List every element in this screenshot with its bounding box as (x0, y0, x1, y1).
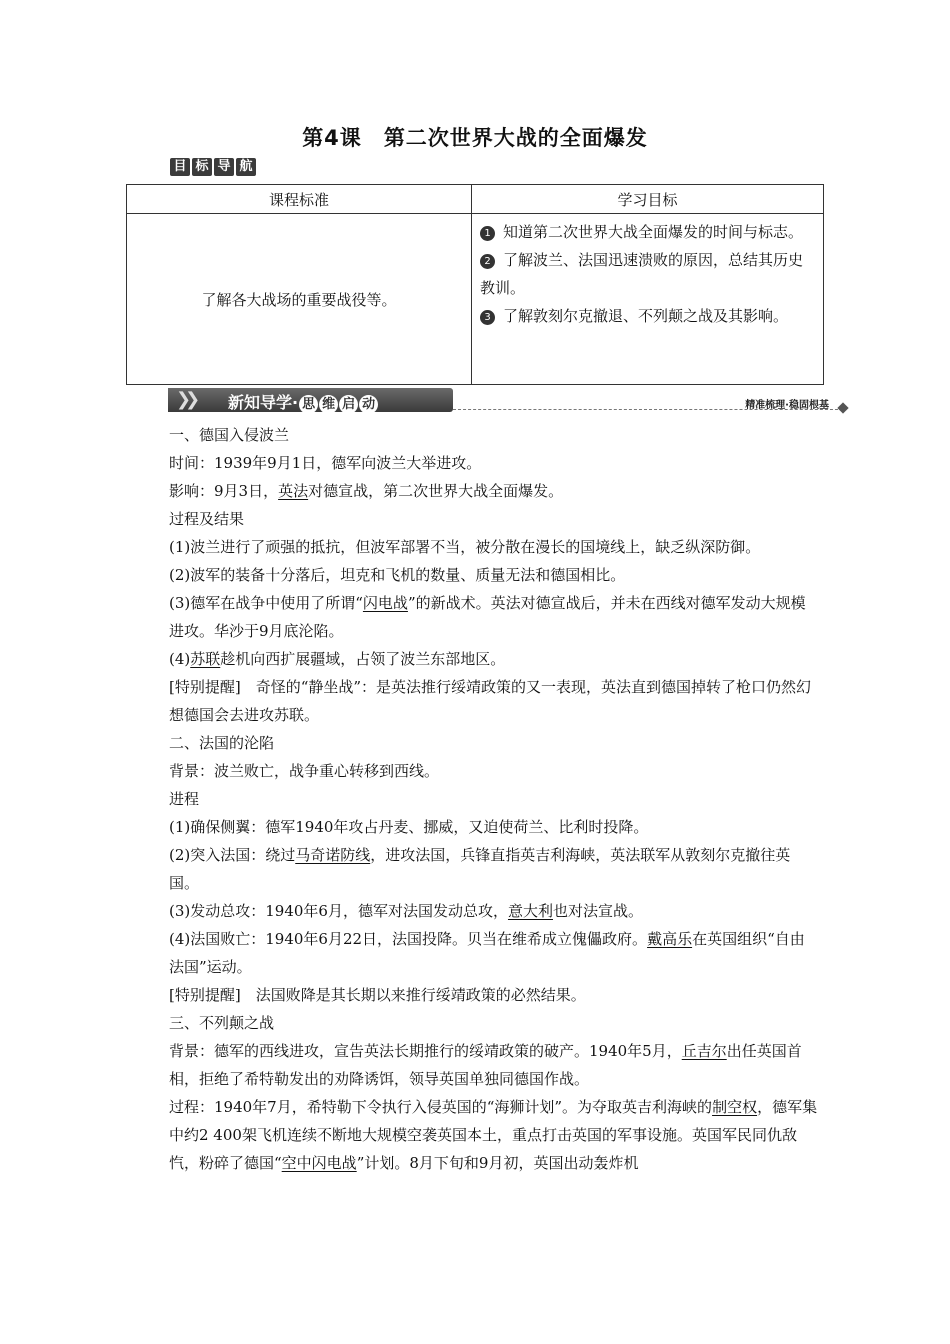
double-chevron-icon: ❯❯ (176, 389, 195, 410)
goal-number-icon: 3 (480, 310, 495, 325)
header-learning-goals: 学习目标 (472, 185, 824, 214)
banner-subtitle: 精准梳理·稳固根基 (745, 400, 829, 411)
learning-goals-cell (472, 214, 824, 385)
page-title (0, 122, 950, 152)
section-heading: 一、德国入侵波兰 (169, 426, 290, 444)
paragraph: (1)波兰进行了顽强的抵抗，但波军部署不当，被分散在漫长的国境线上，缺乏纵深防御。 (169, 538, 761, 556)
paragraph: (3)德军在战争中使用了所谓“闪电战”的新战术。英法对德宣战后，并未在西线对德军发动大规模进攻。华沙于9月底沦陷。 (169, 594, 806, 640)
goal-item: 1 知道第二次世界大战全面爆发的时间与标志。 (480, 218, 815, 246)
header-curriculum-standard: 课程标准 (127, 185, 472, 214)
banner-title: 新知导学· 思 维 启 动 (228, 390, 378, 414)
key-term: 丘吉尔 (681, 1042, 727, 1060)
tag-char: 航 (236, 158, 256, 176)
paragraph: 影响：9月3日，英法对德宣战，第二次世界大战全面爆发。 (169, 482, 564, 500)
section-heading: 三、不列颠之战 (169, 1014, 275, 1032)
goal-item: 3 了解敦刻尔克撤退、不列颠之战及其影响。 (480, 302, 815, 330)
paragraph: (2)波军的装备十分落后，坦克和飞机的数量、质量无法和德国相比。 (169, 566, 626, 584)
paragraph: (1)确保侧翼：德军1940年攻占丹麦、挪威，又迫使荷兰、比利时投降。 (169, 818, 649, 836)
sub-heading: 过程及结果 (169, 510, 245, 528)
section-banner (168, 388, 843, 414)
goal-number-icon: 1 (480, 226, 495, 241)
paragraph: 背景：波兰败亡，战争重心转移到西线。 (169, 762, 440, 780)
lesson-name: 第二次世界大战的全面爆发 (383, 126, 648, 150)
paragraph: 背景：德军的西线进攻，宣告英法长期推行的绥靖政策的破产。1940年5月，丘吉尔出任英国首相，拒绝了希特勒发出的劝降诱饵，领导英国单独同德国作战。 (169, 1042, 802, 1088)
sub-heading: 进程 (169, 790, 200, 808)
key-term: 闪电战 (362, 594, 408, 612)
key-term: 戴高乐 (647, 930, 693, 948)
goal-navigation-tag (170, 158, 256, 176)
section-heading: 二、法国的沦陷 (169, 734, 275, 752)
key-term: 马奇诺防线 (295, 846, 371, 864)
tag-char: 导 (214, 158, 234, 176)
goal-item: 2 了解波兰、法国迅速溃败的原因，总结其历史教训。 (480, 251, 804, 297)
curriculum-standard-text: 了解各大战场的重要战役等。 (127, 214, 472, 385)
paragraph: 过程：1940年7月，希特勒下令执行入侵英国的“海狮计划”。为夺取英吉利海峡的制空权，德军集中约2 400架飞机连续不断地大规模空袭英国本土，重点打击英国的军事设施。英国军民同仇敌忾，粉碎了德国“空中闪电战”计划。8月下旬和9月初，英国出动轰炸机 (169, 1098, 818, 1172)
lesson-content (138, 421, 818, 1177)
key-term: 意大利 (507, 902, 553, 920)
lesson-number: 第4课 (302, 126, 362, 150)
paragraph: (3)发动总攻：1940年6月，德军对法国发动总攻，意大利也对法宣战。 (169, 902, 643, 920)
special-tip: [特别提醒] 法国败降是其长期以来推行绥靖政策的必然结果。 (169, 986, 586, 1004)
goal-number-icon: 2 (480, 254, 495, 269)
paragraph: (2)突入法国：绕过马奇诺防线，进攻法国，兵锋直指英吉利海峡，英法联军从敦刻尔克撤往英国。 (169, 846, 791, 892)
standards-table (126, 184, 824, 385)
diamond-icon (837, 402, 848, 413)
key-term: 制空权 (712, 1098, 758, 1116)
paragraph: (4)法国败亡：1940年6月22日，法国投降。贝当在维希成立傀儡政府。戴高乐在英国组织“自由法国”运动。 (169, 930, 805, 976)
paragraph: (4)苏联趁机向西扩展疆域，占领了波兰东部地区。 (169, 650, 506, 668)
key-term: 英法 (278, 482, 309, 500)
key-term: 空中闪电战 (281, 1154, 357, 1172)
special-tip: [特别提醒] 奇怪的“静坐战”：是英法推行绥靖政策的又一表现，英法直到德国掉转了枪口仍然幻想德国会去进攻苏联。 (169, 678, 812, 724)
paragraph: 时间：1939年9月1日，德军向波兰大举进攻。 (169, 454, 482, 472)
tag-char: 目 (170, 158, 190, 176)
tag-char: 标 (192, 158, 212, 176)
key-term: 苏联 (190, 650, 221, 668)
